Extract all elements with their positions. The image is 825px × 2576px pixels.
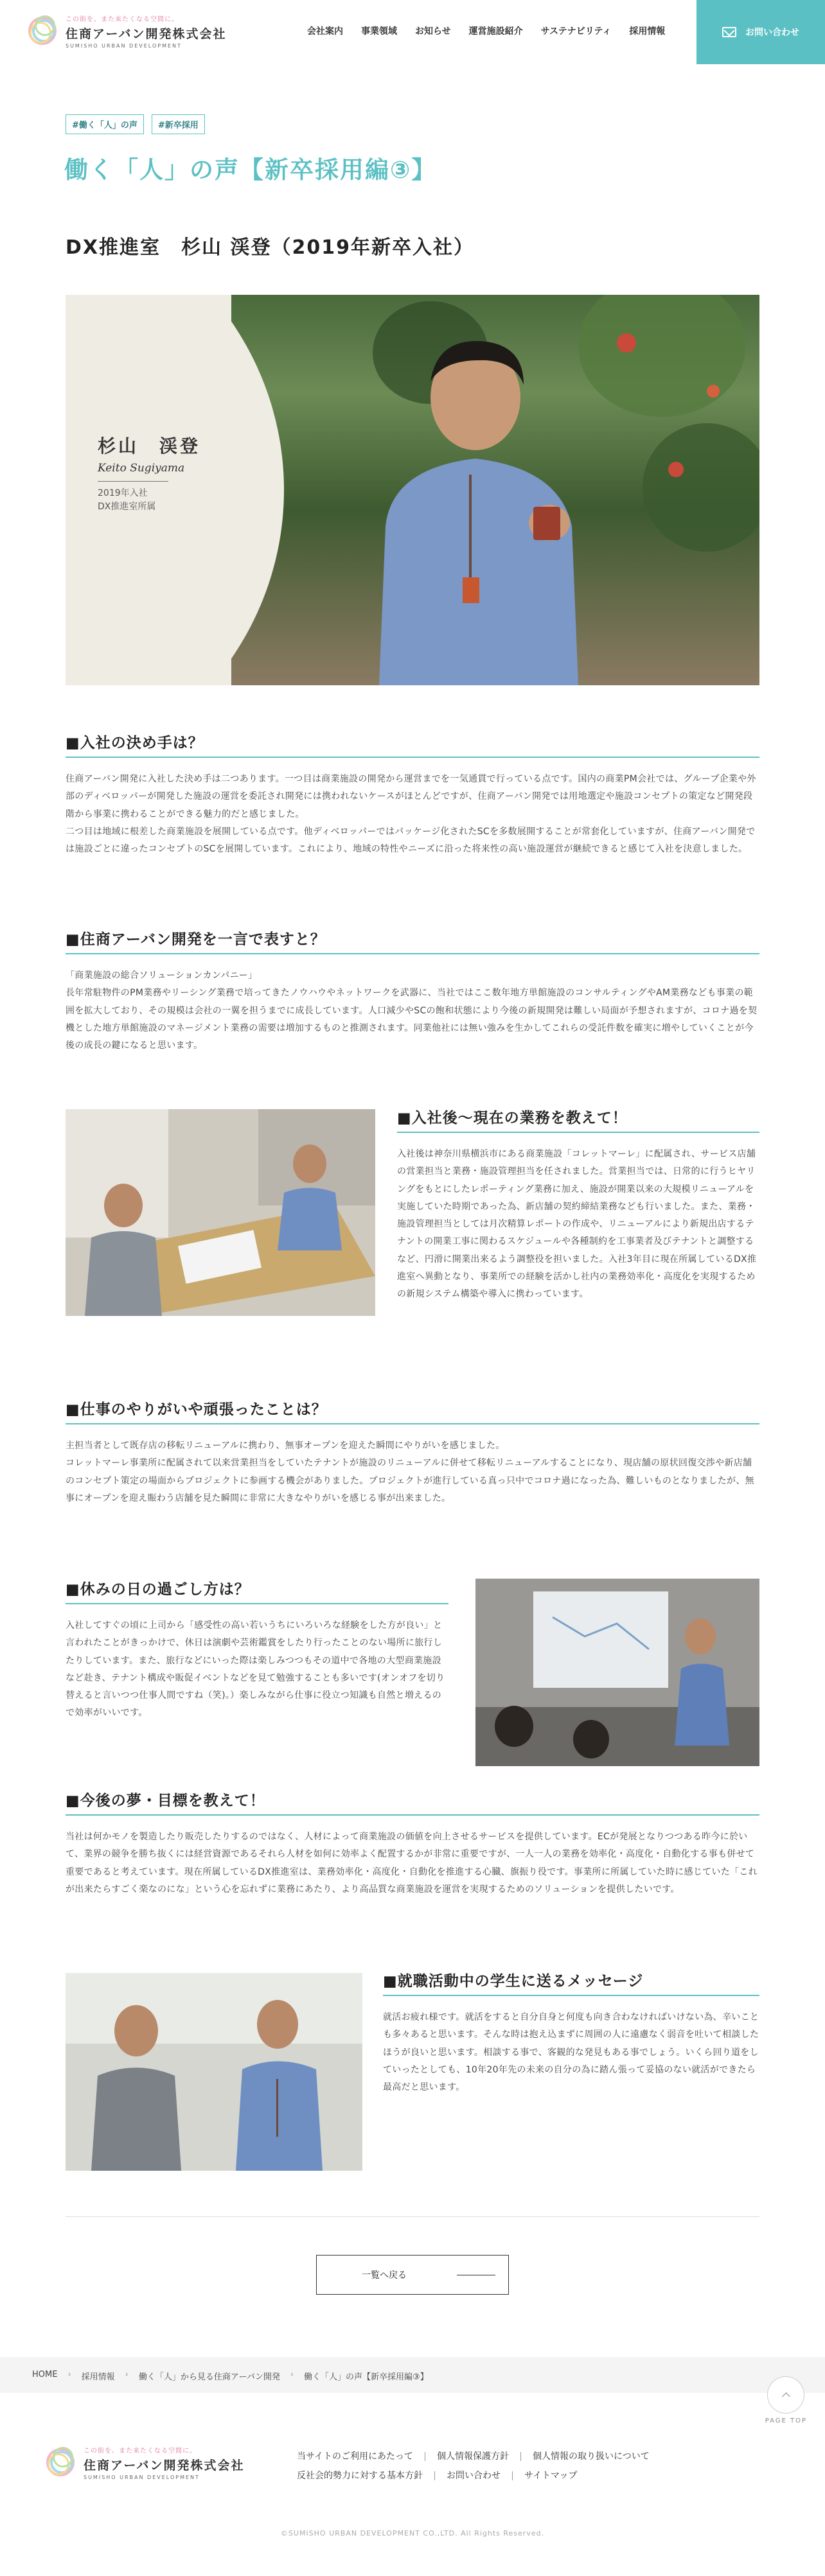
person-heading: DX推進室 杉山 渓登（2019年新卒入社） — [66, 236, 474, 259]
footer-logo-mark-icon — [44, 2444, 77, 2480]
hero-name-en: Keito Sugiyama — [98, 462, 185, 475]
breadcrumb-recruit[interactable]: 採用情報 — [81, 2372, 115, 2382]
footer-logo-company-name: 住商アーバン開発株式会社 — [84, 2458, 245, 2473]
hero-name-block — [98, 432, 200, 514]
section-title-dream: ■今後の夢・目標を教えて！ — [66, 1792, 265, 1809]
section-title-rewarding: ■仕事のやりがいや頑張ったことは？ — [66, 1401, 327, 1418]
logo-company-en: SUMISHO URBAN DEVELOPMENT — [66, 42, 182, 49]
section-body-message: 就活お疲れ様です。就活をすると自分自身と何度も向き合わなければいけない為、辛いことも多々あると思います。そんな時は抱え込まずに周囲の人に遠慮なく弱音を吐いて相談したほうが良いと思います。相談する事で、客観的な発見もある事でしょう。いくら回り道をしていったとしても、10年20年先の未来の自分の為に踏ん張って妥協のない就活ができたら最高だと思います。 — [383, 2012, 759, 2093]
mail-icon — [722, 27, 736, 37]
back-to-list-label: 一覧へ戻る — [362, 2270, 407, 2281]
breadcrumb — [32, 2370, 429, 2382]
hero-banner — [66, 295, 759, 685]
site-header — [0, 0, 825, 64]
hero-photo — [231, 295, 759, 685]
nav-facilities[interactable]: 運営施設紹介 — [468, 26, 523, 37]
company-logo[interactable] — [26, 13, 226, 49]
footer-logo-tagline: この街を、また来たくなる空間に。 — [84, 2447, 197, 2455]
hero-name-jp: 杉山 渓登 — [98, 435, 201, 457]
footer-link-privacy-handling[interactable]: 個人情報の取り扱いについて — [520, 2452, 661, 2461]
footer-link-terms[interactable]: 当サイトのご利用にあたって — [297, 2451, 414, 2462]
breadcrumb-bar — [0, 2357, 825, 2393]
chevron-right-icon: › — [290, 2370, 294, 2379]
chevron-right-icon: › — [67, 2370, 71, 2379]
footer-link-sitemap[interactable]: サイトマップ — [512, 2471, 589, 2480]
person-photo — [341, 320, 617, 685]
footer-logo[interactable] — [44, 2444, 244, 2480]
nav-news[interactable]: お知らせ — [415, 26, 451, 37]
section-title-one-word: ■住商アーバン開発を一言で表すと？ — [66, 931, 326, 948]
section-body-rewarding: 主担当者として既存店の移転リニューアルに携わり、無事オープンを迎えた瞬間にやりがいを感じました。 コレットマーレ事業所に配属されて以来営業担当をしていたテナントが施設のリニューアルに併せて移転リニューアルすることになり、現店舗の原状回復交渉や新店舗のコンセプト策定の場面からプロジェクトに参画する機会がありました。プロジェクトが進行している真っ只中でコロナ過になった為、難しいものとなりましたが、無事にオープンを迎え賑わう店舗を見た瞬間に非常に大きなやりがいを感じる事が出来ました。 — [66, 1441, 754, 1503]
section-title-holiday: ■休みの日の過ごし方は？ — [66, 1581, 250, 1598]
hero-department: DX推進室所属 — [98, 502, 156, 512]
breadcrumb-current: 働く「人」の声【新卒採用編③】 — [304, 2372, 429, 2382]
logo-company-name: 住商アーバン開発株式会社 — [66, 26, 227, 41]
photo-presentation — [475, 1579, 759, 1766]
arrow-up-icon — [767, 2376, 804, 2414]
page-top-button[interactable] — [765, 2376, 807, 2424]
tag-new-grad[interactable]: #新卒採用 — [152, 114, 205, 134]
nav-business[interactable]: 事業領域 — [361, 26, 397, 37]
nav-sustainability[interactable]: サステナビリティ — [540, 26, 612, 37]
nav-recruit[interactable]: 採用情報 — [629, 26, 666, 37]
section-body-deciding-factor: 住商アーバン開発に入社した決め手は二つあります。一つ目は商業施設の開発から運営までを一気通貫で行っている点です。国内の商業PM会社では、グループ企業や外部のディベロッパーが開発した施設の運営を委託され開発には携われないケースがほとんどですが、住商アーバン開発では用地選定や施設コンセプトの策定など開発段階から事業に携わることができる魅力的だと感じました。 二つ目は地域に根差した商業施設を展開している点です。他ディベロッパーではパッケージ化されたSCを多数展開することが常套化していますが、住商アーバン開発では施設ごとに違ったコンセプトのSCを展開しています。これにより、地域の特性やニーズに沿った将来性の高い施設運営が継続できると感じて入社を決意しました。 — [66, 774, 756, 855]
footer-link-privacy-policy[interactable]: 個人情報保護方針 — [425, 2452, 520, 2461]
page-top-label: PAGE TOP — [765, 2417, 807, 2424]
contact-label: お問い合わせ — [745, 28, 799, 38]
section-body-one-word: 「商業施設の総合ソリューションカンパニー」 長年常駐物件のPM業務やリーシング業務で培ってきたノウハウやネットワークを武器に、当社ではここ数年地方単館施設のコンサルティングやAM業務なども事業の範囲を拡大しており、その規模は会社の一翼を担うまでに成長しています。人口減少やSCの飽和状態により今後の新規開発は難しい局面が予想されますが、コロナ過を契機とした地方単館施設のマネージメント業務の需要は増加するものと推測されます。同業他社には無い強みを生かしてこれらの受託件数を確実に増やしていくことが今後の成長の鍵になると思います。 — [66, 970, 758, 1051]
tag-list — [66, 114, 205, 134]
section-body-current-work: 入社後は神奈川県横浜市にある商業施設「コレットマーレ」に配属され、サービス店舗の営業担当と業務・施設管理担当を任されました。営業担当では、日常的に行うヒヤリングをもとにしたレポーティング業務に加え、施設が開業以来の大規模リニューアルを実施していた時期であった為、新店舗の契約締結業務なども行いました。また、業務・施設管理担当としては月次精算レポートの作成や、リニューアルにより新規出店するテナントの開業工事に関わるスケジュールや各種制約を工事業者及びテナントと調整するなど、円滑に開業出来るよう調整役を担いました。入社3年目に現在所属しているDX推進室へ異動となり、事業所での経験を活かし社内の業務効率化・高度化を実現するための新規システム構築や導入に携わっています。 — [397, 1149, 757, 1300]
section-body-holiday: 入社してすぐの頃に上司から「感受性の高い若いうちにいろいろな経験をした方が良い」と言われたことがきっかけで、休日は演劇や芸術鑑賞をしたり行ったことのない場所に旅行したりしています。また、旅行などにいった際は楽しみつつもその道中で各地の大型商業施設など赴き、テナント構成や販促イベントなどを見て勉強することも多いです(オンオフを切り替えると言いつつ仕事人間ですね（笑)。）楽しみながら仕事に役立つ知識も自然と増えるので効率がいいです。 — [66, 1620, 445, 1719]
nav-company[interactable]: 会社案内 — [307, 26, 343, 37]
back-to-list-button[interactable] — [316, 2255, 509, 2295]
photo-colleagues — [66, 1973, 362, 2171]
hero-join-year: 2019年入社 — [98, 488, 148, 498]
section-title-message: ■就職活動中の学生に送るメッセージ — [383, 1973, 644, 1990]
global-nav — [307, 24, 683, 37]
section-title-current-work: ■入社後～現在の業務を教えて！ — [397, 1110, 628, 1126]
footer-link-contact[interactable]: お問い合わせ — [434, 2471, 512, 2480]
logo-mark-icon — [26, 13, 59, 49]
footer-links — [297, 2452, 661, 2491]
section-body-dream: 当社は何かモノを製造したり販売したりするのではなく、人材によって商業施設の価値を向上させるサービスを提供しています。ECが発展となりつつある昨今に於いて、業界の競争を勝ち抜くには経営資源であるそれら人材を如何に効率よく配置するかが非常に重要ですが、一人一人の業務を効率化・高度化・自動化する事も併せて重要であると考えています。現在所属しているDX推進室は、業務効率化・高度化・自動化を推進する心臓、旗振り役です。事業所に所属していた時に感じていた「これが出来たらすごく楽なのにな」という心を忘れずに業務にあたり、より高品質な商業施設を運営を実現するためのソリューションを提供したいです。 — [66, 1832, 758, 1895]
breadcrumb-people[interactable]: 働く「人」から見る住商アーバン開発 — [138, 2372, 280, 2382]
chevron-right-icon: › — [125, 2370, 129, 2379]
page-title: 働く「人」の声【新卒採用編③】 — [64, 156, 437, 184]
footer-link-antisocial[interactable]: 反社会的勢力に対する基本方針 — [297, 2471, 423, 2481]
breadcrumb-home[interactable]: HOME — [32, 2370, 58, 2379]
footer-logo-company-en: SUMISHO URBAN DEVELOPMENT — [84, 2474, 200, 2480]
section-title-deciding-factor: ■入社の決め手は？ — [66, 735, 204, 751]
copyright: ©SUMISHO URBAN DEVELOPMENT CO.,LTD. All Rights Reserved. — [280, 2529, 545, 2537]
contact-button[interactable] — [696, 0, 825, 64]
logo-tagline: この街を、また来たくなる空間に。 — [66, 15, 179, 23]
photo-office-work — [66, 1109, 375, 1316]
tag-voice[interactable]: #働く「人」の声 — [66, 114, 144, 134]
